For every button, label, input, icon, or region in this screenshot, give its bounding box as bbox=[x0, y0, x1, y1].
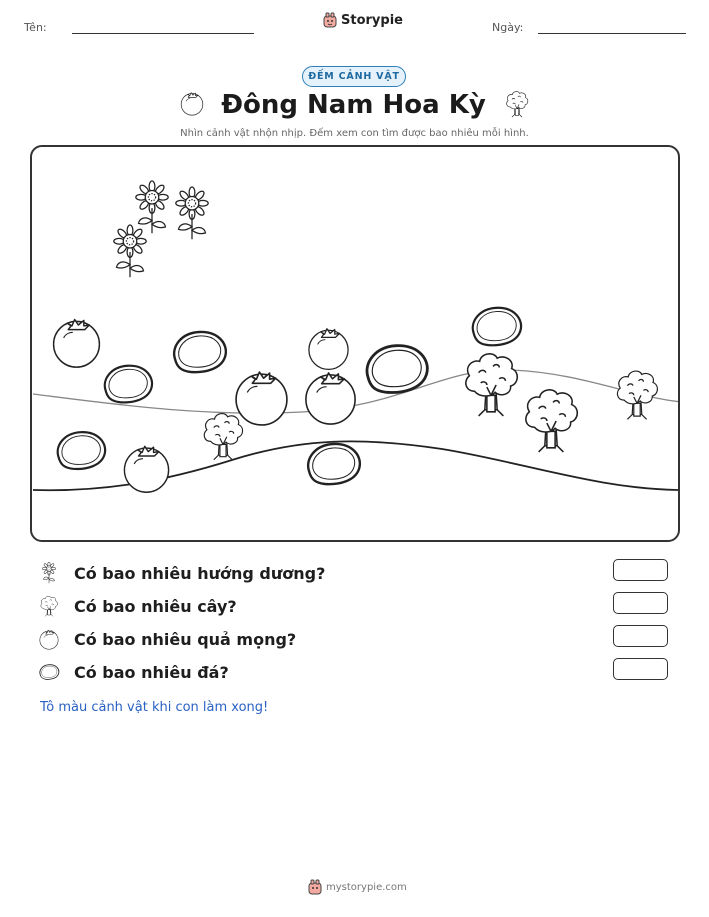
date-label: Ngày: bbox=[492, 21, 524, 34]
tree-icon bbox=[617, 371, 657, 419]
rock-icon bbox=[58, 432, 105, 469]
question-text: Có bao nhiêu quả mọng? bbox=[74, 629, 297, 649]
tree-icon bbox=[204, 414, 242, 460]
berry-icon bbox=[54, 320, 100, 368]
answer-box-sunflowers[interactable] bbox=[613, 559, 668, 581]
question-rocks bbox=[38, 659, 229, 685]
question-text: Có bao nhiêu đá? bbox=[74, 662, 229, 682]
berry-icon bbox=[309, 329, 348, 370]
rock-icon bbox=[174, 332, 226, 372]
storypie-mascot-icon bbox=[323, 12, 337, 28]
footer-site bbox=[308, 879, 407, 895]
rock-icon bbox=[38, 661, 60, 683]
question-berries bbox=[38, 626, 296, 652]
answer-box-rocks[interactable] bbox=[613, 658, 668, 680]
name-label: Tên: bbox=[24, 21, 47, 34]
rock-icon bbox=[473, 308, 521, 346]
instructions: Nhìn cảnh vật nhộn nhịp. Đếm xem con tìm được bao nhiêu mỗi hình. bbox=[180, 128, 529, 139]
question-text: Có bao nhiêu hướng dương? bbox=[74, 563, 326, 583]
tree-icon bbox=[466, 354, 517, 416]
storypie-mascot-icon bbox=[308, 879, 322, 895]
answer-box-berries[interactable] bbox=[613, 625, 668, 647]
sunflower-icon bbox=[176, 187, 208, 239]
sunflower-icon bbox=[38, 562, 60, 584]
date-line[interactable] bbox=[538, 33, 686, 34]
berry-icon bbox=[38, 628, 60, 650]
berry-icon bbox=[124, 446, 168, 492]
site-url[interactable]: mystorypie.com bbox=[326, 881, 407, 893]
berry-icon bbox=[236, 372, 287, 425]
tree-icon bbox=[526, 390, 577, 452]
rock-icon bbox=[308, 444, 360, 484]
brand-name: Storypie bbox=[341, 12, 403, 28]
question-text: Có bao nhiêu cây? bbox=[74, 596, 237, 616]
brand-logo bbox=[323, 12, 403, 28]
question-sunflowers bbox=[38, 560, 325, 586]
sunflower-icon bbox=[136, 181, 168, 233]
page-title-text: Đông Nam Hoa Kỳ bbox=[221, 90, 486, 120]
berry-icon bbox=[179, 90, 205, 116]
scene-drawing bbox=[32, 147, 680, 542]
rock-icon bbox=[105, 366, 152, 403]
question-trees bbox=[38, 593, 237, 619]
rock-icon bbox=[367, 346, 427, 393]
category-badge: ĐẾM CẢNH VẬT bbox=[302, 66, 406, 87]
sunflower-icon bbox=[114, 225, 146, 277]
page-title bbox=[0, 90, 709, 120]
tree-icon bbox=[504, 90, 530, 118]
coloring-note: Tô màu cảnh vật khi con làm xong! bbox=[40, 700, 269, 715]
berry-icon bbox=[306, 373, 355, 424]
tree-icon bbox=[38, 595, 60, 617]
counting-scene bbox=[30, 145, 680, 542]
answer-box-trees[interactable] bbox=[613, 592, 668, 614]
name-line[interactable] bbox=[72, 33, 254, 34]
